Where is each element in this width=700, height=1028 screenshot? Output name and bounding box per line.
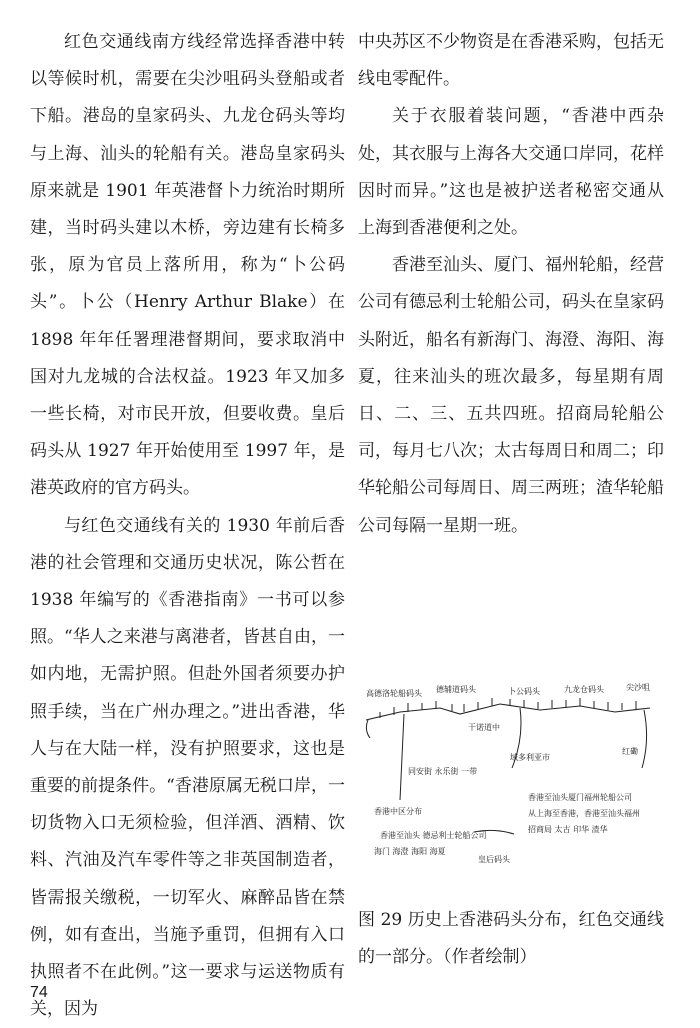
note-bottom-center: 皇后码头 bbox=[478, 855, 510, 864]
right-column bbox=[358, 24, 664, 545]
note-top-left: 高德洛轮船码头 bbox=[366, 689, 422, 698]
coastline bbox=[366, 704, 650, 720]
note-bottom-row: 海门 海澄 海阳 海夏 bbox=[374, 847, 446, 856]
figure-caption: 图 29 历史上香港码头分布，红色交通线的一部分。（作者绘制） bbox=[358, 910, 664, 967]
paragraph: 与红色交通线有关的 1930 年前后香港的社会管理和交通历史状况，陈公哲在 1938 年编写的《香港指南》一书可以参照。“华人之来港与离港者，皆甚自由，一如内地，无需护照。但赴外国者须要办护照手续，当在广州办理之。”进出香港，华人与在大陆一样，没有护照要求，这也是重要的前提条件。“香港原属无税口岸，一切货物入口无须检验，但洋酒、酒精、饮料、汽油及汽车零件等之非英国制造者，皆需报关缴税，一切军火、麻醉品皆在禁例，如有查出，当施予重罚，但拥有入口执照者不在此例。”这一要求与运送物质有关，因为 bbox=[30, 515, 345, 1020]
sketch-svg bbox=[360, 682, 665, 872]
page-number: 74 bbox=[30, 984, 48, 1001]
paragraph: 关于衣服着装问题，“香港中西杂处，其衣服与上海各大交通口岸同，花样因时而异。”这也是被护送者秘密交通从上海到香港便利之处。 bbox=[358, 106, 664, 239]
note-bottom-left: 香港中区分布 bbox=[374, 807, 422, 816]
note-bottom-right2: 从上海至香港，香港至汕头福州 bbox=[528, 809, 640, 818]
note-top-mid3: 九龙仓码头 bbox=[564, 685, 604, 694]
hand-drawn-pier-map bbox=[360, 682, 665, 872]
paragraph: 红色交通线南方线经常选择香港中转以等候时机，需要在尖沙咀码头登船或者下船。港岛的皇家码头、九龙仓码头等均与上海、汕头的轮船有关。港岛皇家码头原来就是 1901 年英港督卜力统治时期所建，当时码头建以木桥，旁边建有长椅多张，原为官员上落所用，称为“卜公码头”。卜公（Henry Arthur Blake）在 1898 年年任署理港督期间，要求取消中国对九龙城的合法权益。1923 年又加多一些长椅，对市民开放，但要收费。皇后码头从 1927 年开始使用至 1997 年，是港英政府的官方码头。 bbox=[30, 32, 345, 499]
note-left-vertical: 同安街 永乐街 一带 bbox=[408, 767, 478, 776]
left-column bbox=[30, 24, 345, 1028]
paragraph: 香港至汕头、厦门、福州轮船，经营公司有德忌利士轮船公司，码头在皇家码头附近，船名有新海门、海澄、海阳、海夏，往来汕头的班次最多，每星期有周日、二、三、五共四班。招商局轮船公司，每月七八次；太古每周日和周二；印华轮船公司每周日、周三两班；渣华轮船公司每隔一星期一班。 bbox=[358, 255, 664, 536]
note-bottom-mid: 香港至汕头 德忌利士轮船公司 bbox=[380, 831, 487, 840]
note-bottom-right3: 招商局 太古 印华 渣华 bbox=[528, 825, 608, 834]
note-right-mid: 红磡 bbox=[622, 747, 638, 756]
paragraph: 中央苏区不少物资是在香港采购，包括无线电零配件。 bbox=[358, 32, 664, 90]
note-top-right: 尖沙咀 bbox=[626, 683, 650, 692]
note-under-line: 干诺道中 bbox=[468, 723, 500, 732]
note-top-mid2: 卜公码头 bbox=[508, 687, 540, 696]
pier-ticks bbox=[380, 698, 636, 718]
note-top-mid1: 德辅道码头 bbox=[436, 685, 476, 694]
note-middle: 域多利亚市 bbox=[510, 753, 550, 762]
note-bottom-right1: 香港至汕头厦门福州轮船公司 bbox=[528, 793, 632, 802]
